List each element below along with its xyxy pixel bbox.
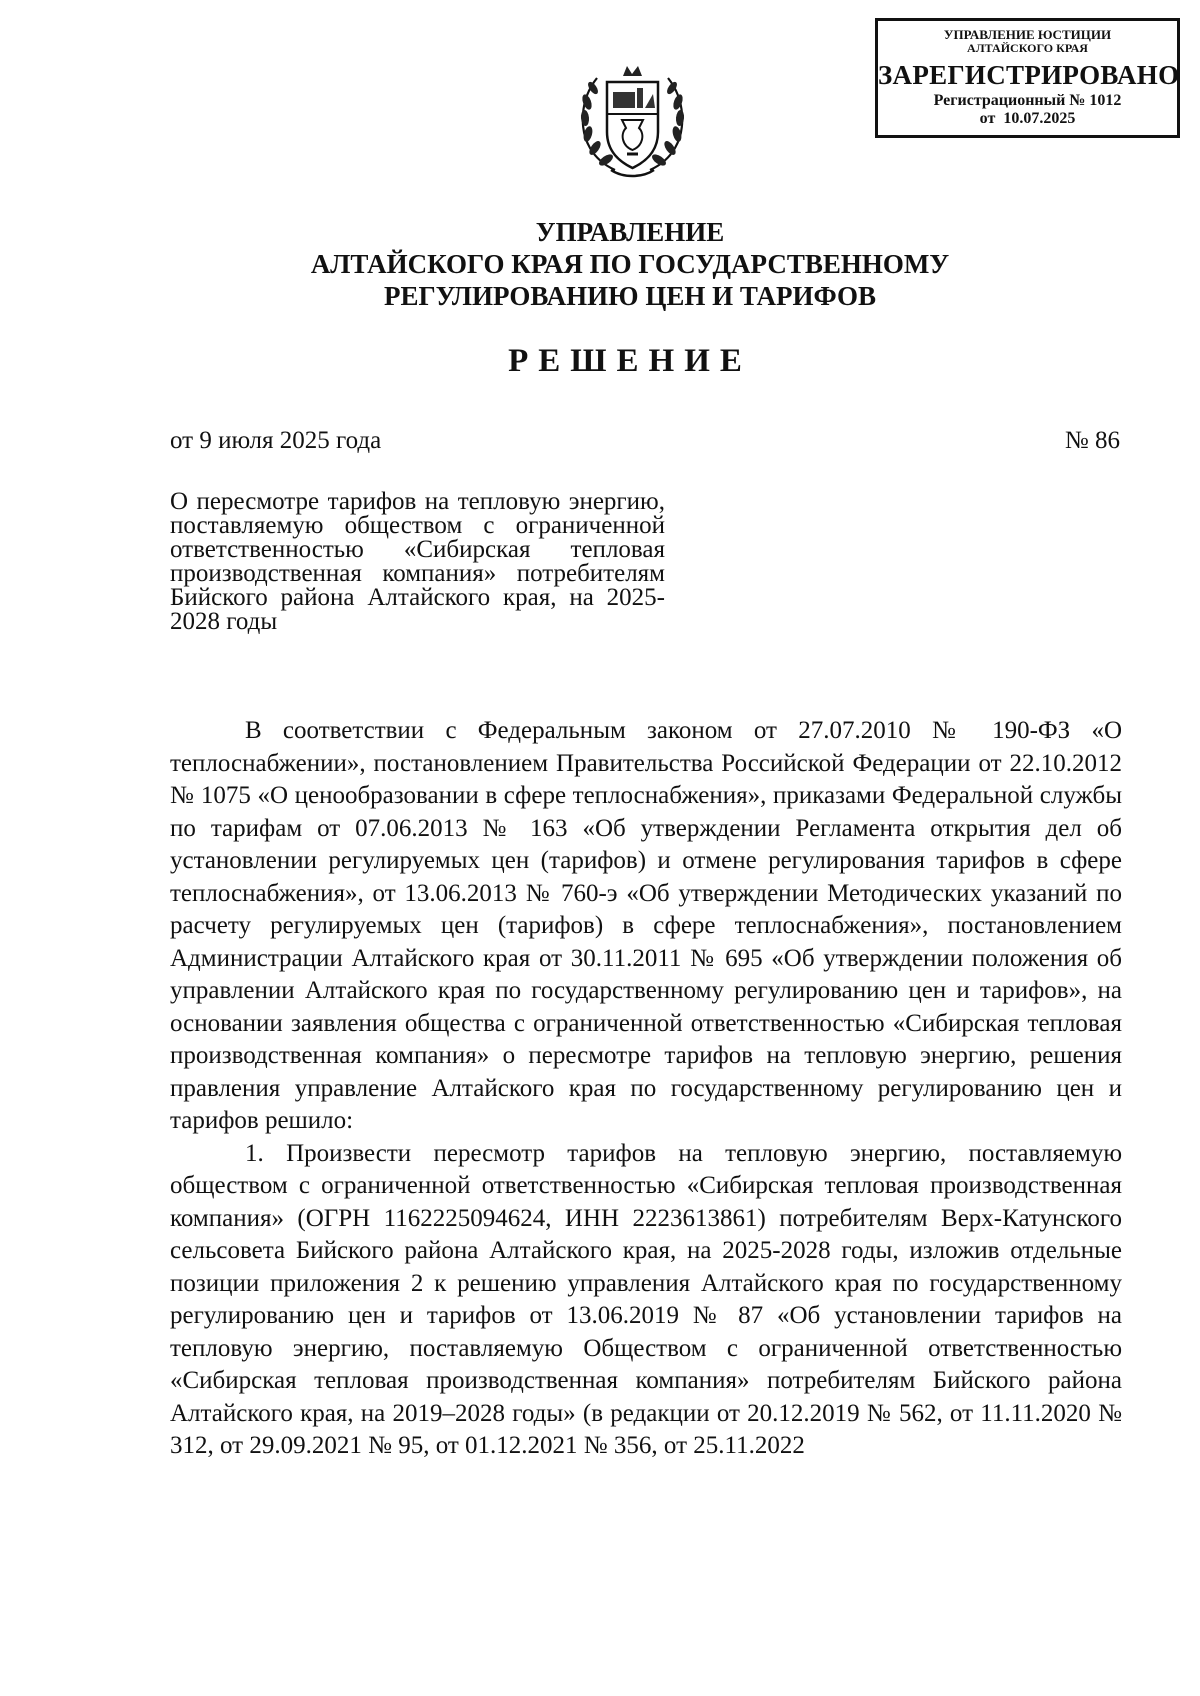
document-date: от 9 июля 2025 года — [170, 427, 382, 454]
registration-stamp — [875, 18, 1180, 138]
agency-line-3: РЕГУЛИРОВАНИЮ ЦЕН И ТАРИФОВ — [383, 281, 877, 311]
agency-name — [300, 216, 960, 312]
stamp-reg-number: Регистрационный № 1012 — [933, 92, 1122, 109]
agency-line-2: АЛТАЙСКОГО КРАЯ ПО ГОСУДАРСТВЕННОМУ — [310, 249, 950, 279]
document-subject: О пересмотре тарифов на тепловую энергию, поставляемую обществом с ограниченной ответственностью «Сибирская тепловая производственная компания» потребителям Бийского района Алтайского края, на 2025-2028 годы — [170, 488, 665, 635]
document-title: РЕШЕНИЕ — [508, 343, 752, 379]
stamp-status: ЗАРЕГИСТРИРОВАНО — [878, 60, 1180, 90]
stamp-reg-date: от 10.07.2025 — [979, 110, 1076, 127]
body-paragraph-1: В соответствии с Федеральным законом от 27.07.2010 № 190-ФЗ «О теплоснабжении», постановлением Правительства Российской Федерации от 22.10.2012 № 1075 «О ценообразовании в сфере теплоснабжения», приказами Федеральной службы по тарифам от 07.06.2013 № 163 «Об утверждении Регламента открытия дел об установлении регулируемых цен (тарифов) и отмене регулирования тарифов в сфере теплоснабжения», от 13.06.2013 № 760-э «Об утверждении Методических указаний по расчету регулируемых цен (тарифов) в сфере теплоснабжения», постановлением Администрации Алтайского края от 30.11.2011 № 695 «Об утверждении положения об управлении Алтайского края по государственному регулированию цен и тарифов», на основании заявления общества с ограниченной ответственностью «Сибирская тепловая производственная компания» о пересмотре тарифов на тепловую энергию, решения правления управление Алтайского края по государственному регулированию цен и тарифов решило: — [170, 717, 1122, 1134]
stamp-line-2: АЛТАЙСКОГО КРАЯ — [967, 41, 1088, 55]
document-body — [170, 715, 1122, 1463]
agency-line-1: УПРАВЛЕНИЕ — [535, 217, 725, 247]
body-paragraph-2: 1. Произвести пересмотр тарифов на тепловую энергию, поставляемую обществом с ограниченной ответственностью «Сибирская тепловая производственная компания» (ОГРН 1162225094624, ИНН 2223613861) потребителям Верх-Катунского сельсовета Бийского района Алтайского края, на 2025-2028 годы, изложив отдельные позиции приложения 2 к решению управления Алтайского края по государственному регулированию цен и тарифов от 13.06.2019 № 87 «Об установлении тарифов на тепловую энергию, поставляемую Обществом с ограниченной ответственностью «Сибирская тепловая производственная компания» потребителям Бийского района Алтайского края, на 2019–2028 годы» (в редакции от 20.12.2019 № 562, от 11.11.2020 № 312, от 29.09.2021 № 95, от 01.12.2021 № 356, от 25.11.2022 — [170, 1139, 1122, 1459]
stamp-line-1: УПРАВЛЕНИЕ ЮСТИЦИИ — [943, 27, 1112, 42]
document-number: № 86 — [1064, 427, 1120, 454]
altai-krai-coat-of-arms-icon — [575, 62, 690, 182]
